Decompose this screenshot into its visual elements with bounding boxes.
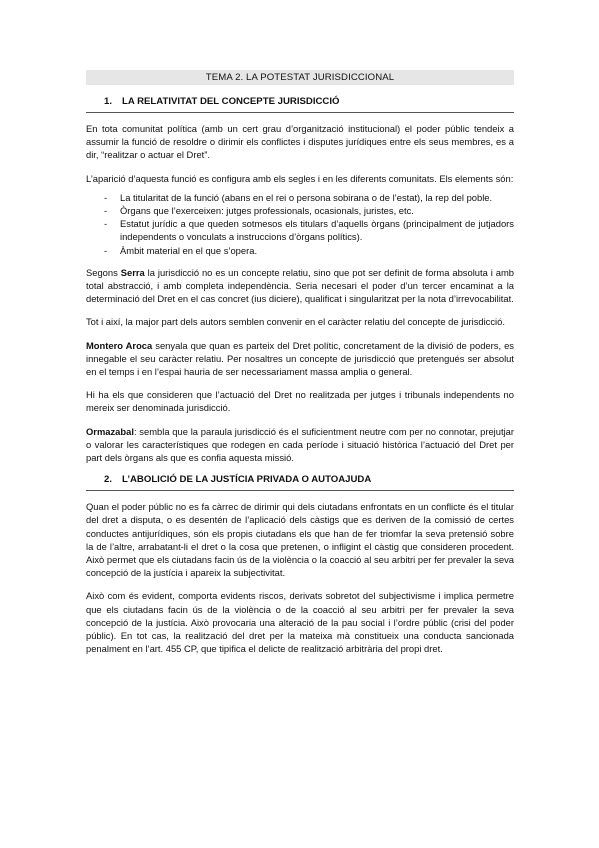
list-item: - Àmbit material en el que s’opera. xyxy=(104,244,258,256)
document-title: TEMA 2. LA POTESTAT JURISDICCIONAL xyxy=(86,70,514,85)
paragraph: En tota comunitat política (amb un cert grau d’organització institucional) el poder públic tendeix a assumir la funció de resoldre o dirimir els conflictes i disputes jurídiques entre els seus membres, es a dir, “realitzar o actuar el Dret”. xyxy=(86,123,514,161)
list-item: - La titularitat de la funció (abans en el rei o persona sobirana o de l’estat), la rep del poble. xyxy=(104,191,493,203)
document-content xyxy=(86,70,514,666)
section-number: 2. xyxy=(104,474,113,486)
section-title: LA RELATIVITAT DEL CONCEPTE JURISDICCIÓ xyxy=(122,96,340,107)
paragraph: Montero Aroca senyala que quan es parteix del Dret polític, concretament de la divisió de poders, es innegable el seu caràcter relatiu. Per nosaltres un concepte de jurisdicció que pretengués ser absolut en el temps i en l’espai hauria de ser necessariament massa amplia o general. xyxy=(86,339,514,378)
paragraph: Segons Serra la jurisdicció no es un concepte relatiu, sino que pot ser definit de forma absoluta i amb total abstracció, i amb completa independència. Seria necesari el poder d’un tercer encaminat a la determinació del Dret en el cas concret (ius diciere), qualificat i singularitzat per la nota d’irrevocabilitat. xyxy=(86,266,515,305)
paragraph: L’aparició d’aquesta funció es configura amb els segles i en les diferents comunitats. Els elements són: xyxy=(86,172,514,184)
paragraph: Hi ha els que consideren que l’actuació del Dret no realitzada per jutges i tribunals independents no mereix ser denominada jurisdicció. xyxy=(86,389,514,414)
section-number: 1. xyxy=(104,96,113,107)
paragraph: Ormazabal: sembla que la paraula jurisdicció és el suficientment neutre com per no connotar, prejutjar o valorar les característiques que rodegen en cada període i situació històrica l’actuació del Dret per part dels òrgans als que es confia aquesta missió. xyxy=(86,425,514,464)
paragraph: Quan el poder públic no es fa càrrec de dirimir qui dels ciutadans enfrontats en un conflicte és el titular del dret a disputa, o es desentén de l’aplicació dels càstigs que es deriven de la comissió de certes conductes antijurídiques, són els propis ciutadans els que han de fer triomfar la seva pretensió sobre la de l’altre, arrabatant-li el dret o la cosa que pretenen, o infligint el càstig que consideren procedent. Això permet que els ciutadans facin ús de la violència o la coacció al seu arbitri per fer prevaler la seva concepció de la justícia i apareix la subjectivitat. xyxy=(86,501,514,579)
author-name: Serra xyxy=(120,266,145,278)
elements-list xyxy=(86,191,514,257)
section-2-heading xyxy=(86,474,514,491)
section-1-heading xyxy=(86,96,514,113)
list-item: - Estatut jurídic a que queden sotmesos els titulars d’aquells òrgans (principalment de jutjadors independents o vonculats a instruccions d’òrgans polítics). xyxy=(104,218,514,243)
author-name: Montero Aroca xyxy=(86,339,153,351)
paragraph: Tot i així, la major part dels autors semblen convenir en el caràcter relatiu del concepte de jurisdicció. xyxy=(86,316,505,328)
author-name: Ormazabal xyxy=(86,425,134,437)
paragraph: Això com és evident, comporta evidents riscos, derivats sobretot del subjectivisme i implica permetre que els ciutadans facin ús de la violència o de la coacció al seu arbitri per fer prevaler la seva concepció de la justícia. Això provocaria una alteració de la pau social i l’ordre públic (crisi del poder públic). En tot cas, la realització del dret per la mateixa mà constitueix una conducta sancionada penalment en l’art. 455 CP, que tipifica el delicte de realització arbitrària del propi dret. xyxy=(86,590,514,655)
list-item: - Òrgans que l’exerceixen: jutges professionals, ocasionals, juristes, etc. xyxy=(104,205,414,217)
section-title: L’ABOLICIÓ DE LA JUSTÍCIA PRIVADA O AUTOAJUDA xyxy=(122,474,372,486)
